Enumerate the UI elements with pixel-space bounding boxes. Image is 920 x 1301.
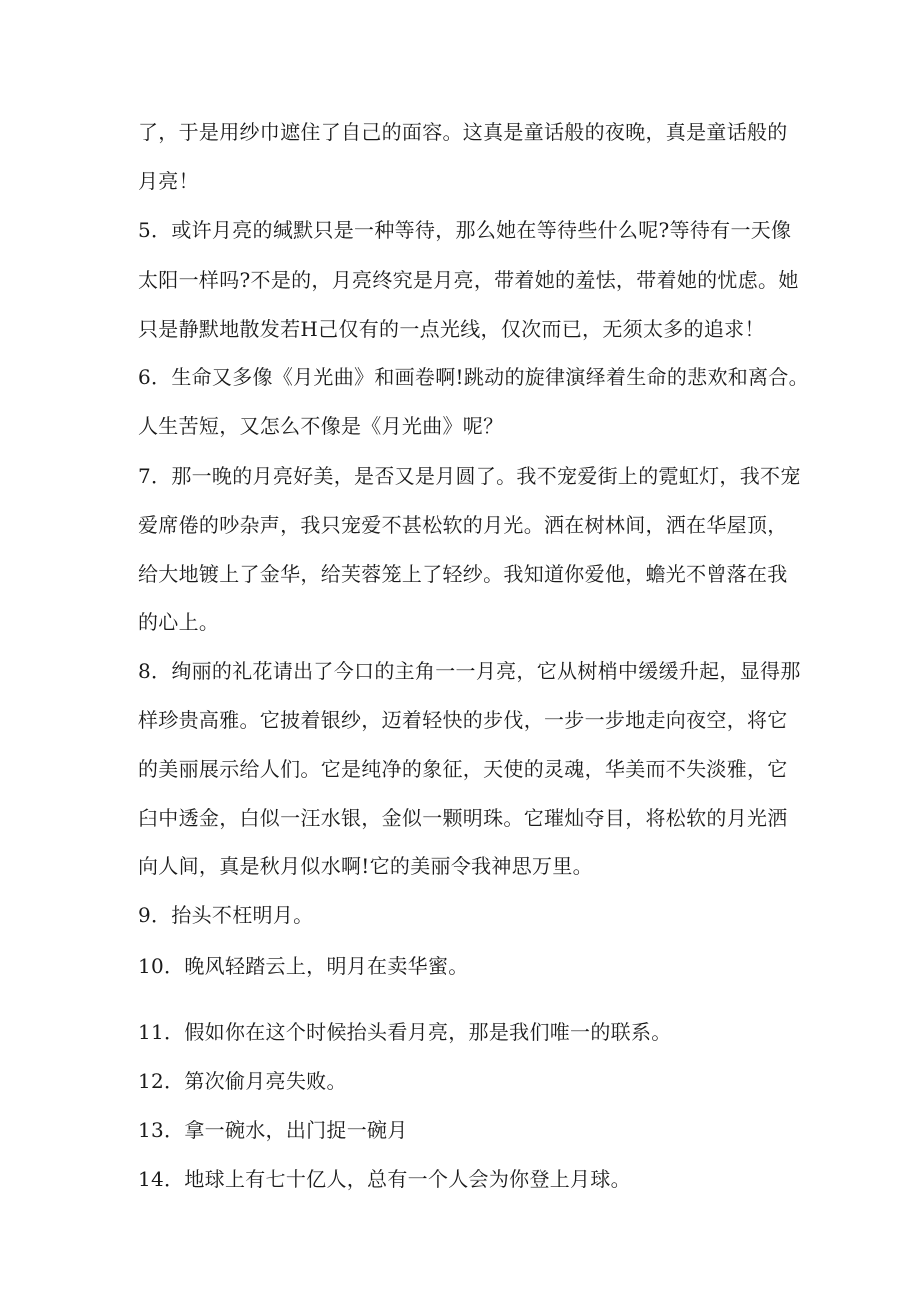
text-line: 的美丽展示给人们。它是纯净的象征，天使的灵魂，华美而不失淡雅，它	[138, 757, 788, 781]
text-line: 10．晚风轻踏云上，明月在卖华蜜。	[138, 954, 469, 978]
text-line: 只是静默地散发若H己仅有的一点光线，仅次而已，无须太多的追求！	[138, 317, 765, 341]
text-line: 给大地镀上了金华，给芙蓉笼上了轻纱。我知道你爱他，蟾光不曾落在我	[138, 562, 788, 586]
text-line: 8．绚丽的礼花请出了今口的主角一一月亮，它从树梢中缓缓升起，显得那	[138, 659, 801, 683]
text-line: 5．或许月亮的缄默只是一种等待，那么她在等待些什么呢?等待有一天像	[138, 218, 792, 242]
text-line: 样珍贵高雅。它披着银纱，迈着轻快的步伐，一步一步地走向夜空，将它	[138, 708, 788, 732]
text-line: 了，于是用纱巾遮住了自己的面容。这真是童话般的夜晚，真是童话般的	[138, 120, 788, 144]
text-line: 14．地球上有七十亿人，总有一个人会为你登上月球。	[138, 1167, 631, 1191]
text-line: 7．那一晚的月亮好美，是否又是月圆了。我不宠爱街上的霓虹灯，我不宠	[138, 464, 801, 488]
text-line: 向人间，真是秋月似水啊!它的美丽令我神思万里。	[138, 854, 593, 878]
text-line: 太阳一样吗?不是的，月亮终究是月亮，带着她的羞怯，带着她的忧虑。她	[138, 268, 799, 292]
text-line: 11．假如你在这个时候抬头看月亮，那是我们唯一的联系。	[138, 1020, 672, 1044]
text-line: 人生苦短，又怎么不像是《月光曲》呢？	[138, 414, 504, 438]
text-line: 13．拿一碗水，出门捉一碗月	[138, 1118, 408, 1142]
text-line: 6．生命又多像《月光曲》和画卷啊!跳动的旋律演绎着生命的悲欢和离合。	[138, 365, 809, 389]
text-line: 的心上。	[138, 610, 220, 634]
text-line: 12．第次偷月亮失败。	[138, 1069, 347, 1093]
text-line: 月亮！	[138, 169, 199, 193]
text-line: 臼中透金，白似一汪水银，金似一颗明珠。它璀灿夺目，将松软的月光洒	[138, 806, 788, 830]
text-line: 爱席倦的吵杂声，我只宠爱不甚松软的月光。洒在树林间，洒在华屋顶，	[138, 513, 788, 537]
text-line: 9．抬头不枉明月。	[138, 903, 314, 927]
